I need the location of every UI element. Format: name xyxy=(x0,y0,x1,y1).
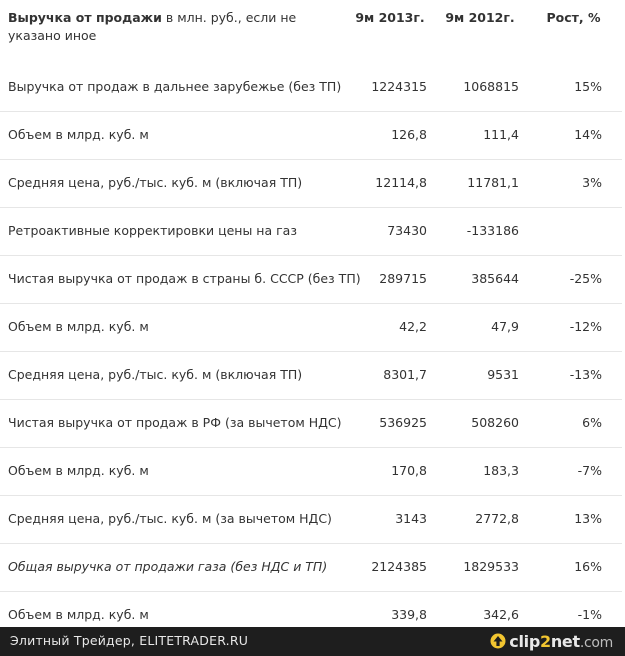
value-2013: 3143 xyxy=(345,495,435,543)
value-2012: 1829533 xyxy=(435,543,525,591)
column-header-2013: 9м 2013г. xyxy=(355,10,425,25)
row-label: Выручка от продаж в дальнее зарубежье (без ТП) xyxy=(8,78,342,94)
value-2013: 536925 xyxy=(345,399,435,447)
value-2012: 111,4 xyxy=(435,111,525,159)
growth-percent: -13% xyxy=(525,351,622,399)
value-2012: 342,6 xyxy=(435,591,525,639)
table-row xyxy=(0,111,622,159)
table-row xyxy=(0,447,622,495)
table-row xyxy=(0,159,622,207)
growth-percent: -25% xyxy=(525,255,622,303)
table-row xyxy=(0,63,622,111)
growth-percent: -12% xyxy=(525,303,622,351)
value-2013: 126,8 xyxy=(345,111,435,159)
value-2012: 1068815 xyxy=(463,78,519,94)
table-row xyxy=(0,399,622,447)
table-body xyxy=(0,63,622,639)
growth-percent: 15% xyxy=(574,78,602,94)
row-label: Ретроактивные корректировки цены на газ xyxy=(0,207,345,255)
logo-text: clip2net.com xyxy=(509,631,613,651)
growth-percent: -7% xyxy=(525,447,622,495)
value-2013: 289715 xyxy=(345,255,435,303)
value-2012: 385644 xyxy=(435,255,525,303)
footer-source-text: Элитный Трейдер, ELITETRADER.RU xyxy=(10,633,249,648)
value-2013: 170,8 xyxy=(345,447,435,495)
row-label: Средняя цена, руб./тыс. куб. м (включая ТП) xyxy=(0,159,345,207)
value-2012: 183,3 xyxy=(435,447,525,495)
column-header-2012: 9м 2012г. xyxy=(445,10,515,25)
growth-percent: 16% xyxy=(525,543,622,591)
value-2013: 73430 xyxy=(345,207,435,255)
value-2013: 8301,7 xyxy=(345,351,435,399)
row-label: Объем в млрд. куб. м xyxy=(0,591,345,639)
table-title xyxy=(0,0,345,63)
growth-percent: -1% xyxy=(525,591,622,639)
watermark-footer xyxy=(0,627,625,656)
row-label: Общая выручка от продажи газа (без НДС и ТП) xyxy=(0,543,345,591)
table-header-row xyxy=(0,0,622,63)
growth-percent: 3% xyxy=(525,159,622,207)
table-title-bold: Выручка от продажи xyxy=(8,10,162,25)
table-row xyxy=(0,303,622,351)
clip2net-logo xyxy=(490,631,613,651)
value-2012: 508260 xyxy=(435,399,525,447)
growth-percent xyxy=(525,207,622,255)
table-row xyxy=(0,495,622,543)
growth-percent: 14% xyxy=(525,111,622,159)
row-label: Средняя цена, руб./тыс. куб. м (за вычетом НДС) xyxy=(0,495,345,543)
value-2012: 11781,1 xyxy=(435,159,525,207)
value-2012: 9531 xyxy=(435,351,525,399)
row-label: Объем в млрд. куб. м xyxy=(0,447,345,495)
table-row xyxy=(0,255,622,303)
row-label: Объем в млрд. куб. м xyxy=(0,111,345,159)
value-2012: 47,9 xyxy=(435,303,525,351)
value-2013: 339,8 xyxy=(345,591,435,639)
row-label: Объем в млрд. куб. м xyxy=(0,303,345,351)
table-title-rest: в млн. руб., если не указано иное xyxy=(8,10,297,43)
arrow-up-icon xyxy=(490,633,506,649)
value-2013: 2124385 xyxy=(345,543,435,591)
value-2013: 1224315 xyxy=(371,78,427,94)
value-2013: 12114,8 xyxy=(345,159,435,207)
value-2012: 2772,8 xyxy=(435,495,525,543)
row-label: Средняя цена, руб./тыс. куб. м (включая ТП) xyxy=(0,351,345,399)
value-2012: -133186 xyxy=(435,207,525,255)
table-row xyxy=(0,351,622,399)
growth-percent: 6% xyxy=(525,399,622,447)
row-label: Чистая выручка от продаж в страны б. СССР (без ТП) xyxy=(0,255,345,303)
growth-percent: 13% xyxy=(525,495,622,543)
table-row xyxy=(0,543,622,591)
value-2013: 42,2 xyxy=(345,303,435,351)
row-label: Чистая выручка от продаж в РФ (за вычетом НДС) xyxy=(0,399,345,447)
column-header-growth: Рост, % xyxy=(546,10,601,25)
table-row xyxy=(0,207,622,255)
